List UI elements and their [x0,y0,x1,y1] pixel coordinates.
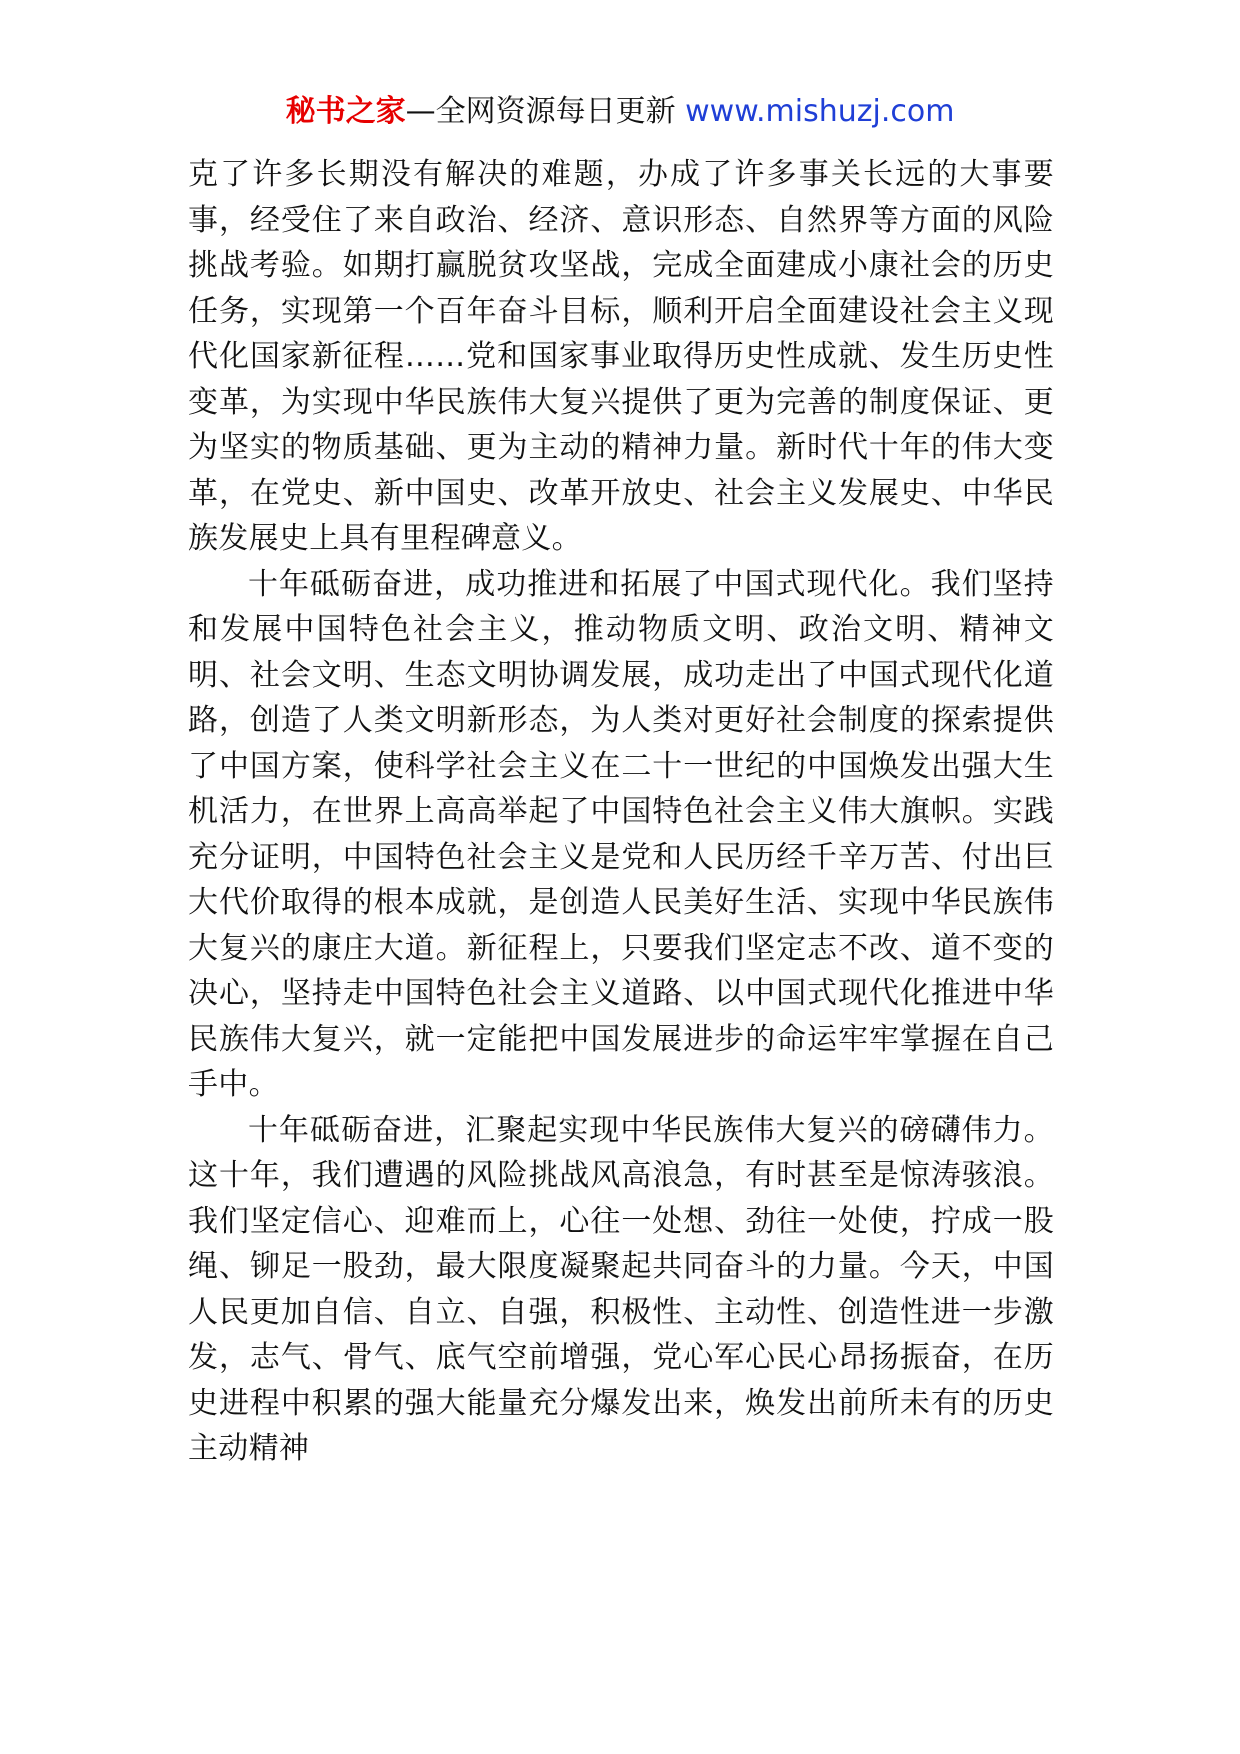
document-body [188,152,1054,1472]
site-brand: 秘书之家 [285,94,406,129]
paragraph-1: 克了许多长期没有解决的难题，办成了许多事关长远的大事要事，经受住了来自政治、经济、意识形态、自然界等方面的风险挑战考验。如期打赢脱贫攻坚战，完成全面建成小康社会的历史任务，实现第一个百年奋斗目标，顺利开启全面建设社会主义现代化国家新征程……党和国家事业取得历史性成就、发生历史性变革，为实现中华民族伟大复兴提供了更为完善的制度保证、更为坚实的物质基础、更为主动的精神力量。新时代十年的伟大变革，在党史、新中国史、改革开放史、社会主义发展史、中华民族发展史上具有里程碑意义。 [188,157,1054,556]
site-slogan: —全网资源每日更新 [405,94,686,129]
paragraph-3: 十年砥砺奋进，汇聚起实现中华民族伟大复兴的磅礴伟力。这十年，我们遭遇的风险挑战风高浪急，有时甚至是惊涛骇浪。我们坚定信心、迎难而上，心往一处想、劲往一处使，拧成一股绳、铆足一股劲，最大限度凝聚起共同奋斗的力量。今天，中国人民更加自信、自立、自强，积极性、主动性、创造性进一步激发，志气、骨气、底气空前增强，党心军心民心昂扬振奋，在历史进程中积累的强大能量充分爆发出来，焕发出前所未有的历史主动精神 [188,1112,1054,1466]
paragraph-2: 十年砥砺奋进，成功推进和拓展了中国式现代化。我们坚持和发展中国特色社会主义，推动物质文明、政治文明、精神文明、社会文明、生态文明协调发展，成功走出了中国式现代化道路，创造了人类文明新形态，为人类对更好社会制度的探索提供了中国方案，使科学社会主义在二十一世纪的中国焕发出强大生机活力，在世界上高高举起了中国特色社会主义伟大旗帜。实践充分证明，中国特色社会主义是党和人民历经千辛万苦、付出巨大代价取得的根本成就，是创造人民美好生活、实现中华民族伟大复兴的康庄大道。新征程上，只要我们坚定志不改、道不变的决心，坚持走中国特色社会主义道路、以中国式现代化推进中华民族伟大复兴，就一定能把中国发展进步的命运牢牢掌握在自己手中。 [188,566,1054,1102]
site-header [0,92,1240,132]
site-url-link[interactable]: www.mishuzj.com [685,94,955,129]
